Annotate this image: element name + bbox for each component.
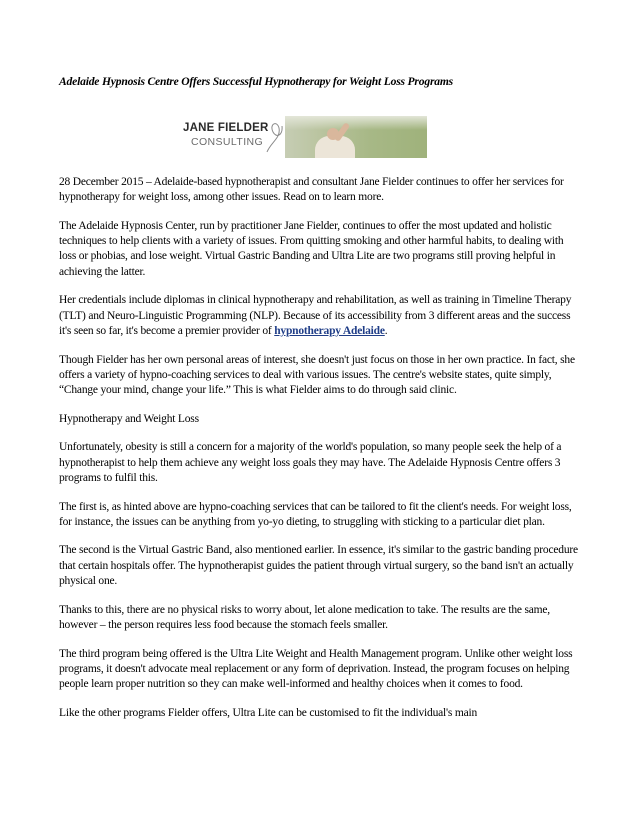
paragraph-practice: Though Fielder has her own personal areas of interest, she doesn't just focus on those in her own practice. In fact, she offers a variety of hypno-coaching services to deal with various issues. The centre's website states, quite simply, “Change your mind, change your life.” This is what Fielder aims to do through said clinic. bbox=[59, 353, 575, 397]
paragraph-ultra-lite: Like the other programs Fielder offers, Ultra Lite can be customised to fit the individual's main bbox=[59, 706, 478, 719]
swirl-icon bbox=[263, 118, 285, 156]
paragraph-credentials-text: Her credentials include diplomas in clinical hypnotherapy and rehabilitation, as well as training in Timeline Therapy (TLT) and Neuro-Linguistic Programming (NLP). Because of its accessibility from 3 different areas and the success it's seen so far, it's become a premier provider of bbox=[59, 294, 572, 337]
paragraph-center: The Adelaide Hypnosis Center, run by practitioner Jane Fielder, continues to offer the most updated and holistic techniques to help clients with a variety of issues. From quitting smoking and other harmful habits, to dealing with loss or phobias, and lose weight. Virtual Gastric Banding and Ultra Lite are two programs still proving helpful in achieving the latter. bbox=[59, 219, 564, 278]
paragraph-intro: 28 December 2015 – Adelaide-based hypnotherapist and consultant Jane Fielder continues to offer her services for hypnotherapy for weight loss, among other issues. Read on to learn more. bbox=[59, 176, 564, 204]
logo-line-2: CONSULTING bbox=[191, 136, 264, 148]
company-logo bbox=[177, 116, 285, 158]
logo-line-1: JANE FIELDER bbox=[183, 122, 269, 134]
paragraph-obesity: Unfortunately, obesity is still a concern for a majority of the world's population, so many people seek the help of a hypnotherapist to help them achieve any weight loss goals they may have. The Adelaide Hypnosis Centre offers 3 programs to fulfil this. bbox=[59, 441, 562, 484]
banner-image bbox=[177, 116, 427, 158]
paragraph-results: Thanks to this, there are no physical risks to worry about, let alone medication to take. The results are the same, however – the person requires less food because the stomach feels smaller. bbox=[59, 603, 550, 631]
hypnotherapy-adelaide-link[interactable]: hypnotherapy Adelaide bbox=[274, 324, 385, 337]
section-subheading: Hypnotherapy and Weight Loss bbox=[59, 412, 199, 425]
document-title: Adelaide Hypnosis Centre Offers Successful Hypnotherapy for Weight Loss Programs bbox=[59, 75, 453, 88]
paragraph-first-program: The first is, as hinted above are hypno-coaching services that can be tailored to fit the client's needs. For weight loss, for instance, the issues can be anything from yo-yo dieting, to struggling with sticking to a particular diet plan. bbox=[59, 500, 572, 528]
paragraph-credentials-end: . bbox=[384, 324, 388, 337]
article-body bbox=[59, 175, 579, 734]
paragraph-third-program: The third program being offered is the Ultra Lite Weight and Health Management program. Unlike other weight loss programs, it doesn't advocate meal replacement or any form of deprivation. Instead, the program focuses on helping people learn proper nutrition so they can make well-informed and healthy choices when it comes to food. bbox=[59, 647, 573, 691]
paragraph-second-program: The second is the Virtual Gastric Band, also mentioned earlier. In essence, it's similar to the gastric banding procedure that certain hospitals offer. The hypnotherapist guides the patient through virtual surgery, so the band isn't an actually physical one. bbox=[59, 544, 578, 588]
relaxing-woman-photo bbox=[285, 116, 427, 158]
paragraph-credentials bbox=[59, 293, 579, 339]
